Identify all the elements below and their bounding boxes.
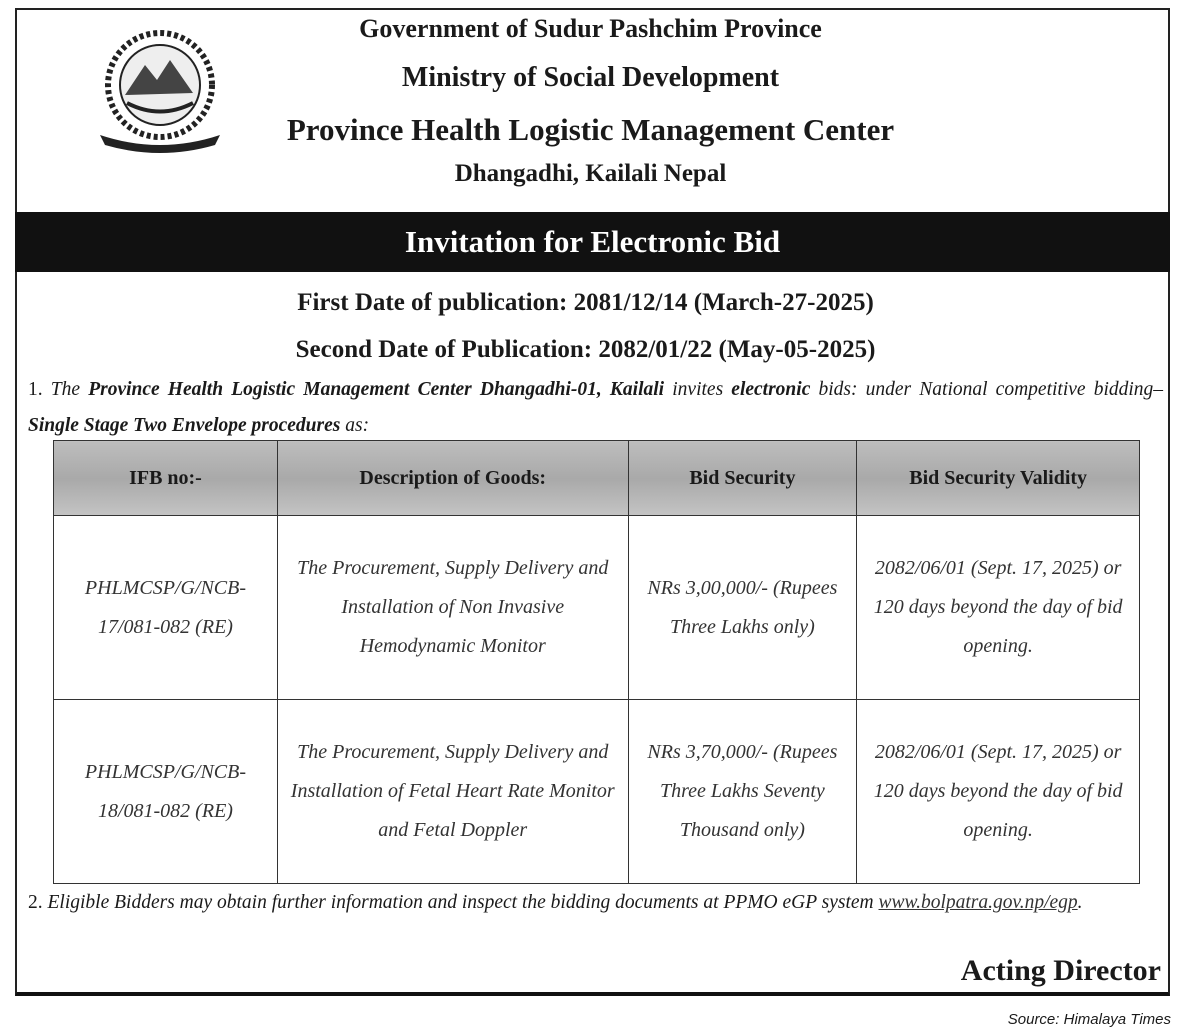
table-row [54, 700, 1140, 884]
text: bids: under National competitive bidding– [810, 379, 1164, 400]
bid-table [53, 440, 1140, 884]
table-header-row [54, 441, 1140, 516]
text: invites [664, 379, 732, 400]
text: The [50, 379, 89, 400]
procedure: Single Stage Two Envelope procedures [28, 415, 341, 436]
item-number: 2. [28, 892, 43, 913]
org-name: Province Health Logistic Management Center Dhangadhi-01, Kailali [88, 379, 665, 400]
cell-ifb: PHLMCSP/G/NCB-18/081-082 (RE) [54, 700, 278, 884]
column-header-validity: Bid Security Validity [857, 441, 1140, 516]
cell-bid-security: NRs 3,00,000/- (Rupees Three Lakhs only) [628, 516, 857, 700]
header-ministry: Ministry of Social Development [401, 62, 780, 93]
column-header-bid-security: Bid Security [628, 441, 857, 516]
cell-validity: 2082/06/01 (Sept. 17, 2025) or 120 days beyond the day of bid opening. [857, 700, 1140, 884]
column-header-ifb: IFB no:- [54, 441, 278, 516]
first-publication-date: First Date of publication: 2081/12/14 (March-27-2025) [297, 289, 874, 316]
source-credit: Source: Himalaya Times [1007, 1011, 1171, 1028]
signature-title: Acting Director [960, 954, 1161, 987]
paragraph-invitation [28, 372, 1163, 444]
paragraph-documents [28, 885, 1163, 921]
second-publication-date: Second Date of Publication: 2082/01/22 (May-05-2025) [295, 336, 876, 363]
header-address: Dhangadhi, Kailali Nepal [454, 160, 727, 187]
notice-title-banner: Invitation for Electronic Bid [15, 212, 1170, 272]
cell-ifb: PHLMCSP/G/NCB-17/081-082 (RE) [54, 516, 278, 700]
text: . [1077, 892, 1083, 913]
text: as: [340, 415, 370, 436]
header-government: Government of Sudur Pashchim Province [359, 14, 822, 43]
text: Eligible Bidders may obtain further information and inspect the bidding documents at PPMO eGP system [47, 892, 879, 913]
bolpatra-link[interactable]: www.bolpatra.gov.np/egp [878, 892, 1078, 913]
cell-validity: 2082/06/01 (Sept. 17, 2025) or 120 days beyond the day of bid opening. [857, 516, 1140, 700]
cell-description: The Procurement, Supply Delivery and Installation of Non Invasive Hemodynamic Monitor [277, 516, 628, 700]
cell-description: The Procurement, Supply Delivery and Installation of Fetal Heart Rate Monitor and Fetal Doppler [277, 700, 628, 884]
table-row [54, 516, 1140, 700]
cell-bid-security: NRs 3,70,000/- (Rupees Three Lakhs Seventy Thousand only) [628, 700, 857, 884]
column-header-description: Description of Goods: [277, 441, 628, 516]
item-number: 1. [28, 379, 43, 400]
bid-type: electronic [731, 379, 811, 400]
header-center: Province Health Logistic Management Center [286, 112, 895, 147]
